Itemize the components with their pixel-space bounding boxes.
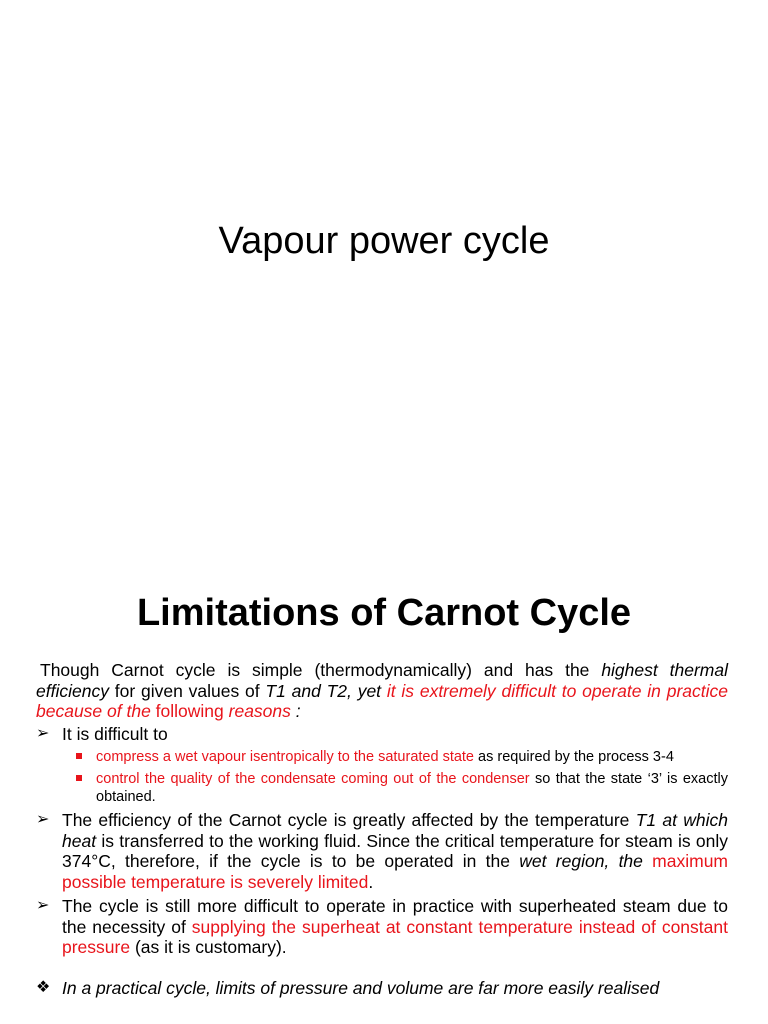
intro-italic: : (290, 701, 301, 721)
slide-limitations (0, 560, 768, 1024)
arrow-bullet-icon: ➢ (36, 811, 50, 828)
bullet-text: The efficiency of the Carnot cycle is greatly affected by the temperature (62, 810, 636, 830)
bullet-text: is transferred to the working fluid. Since the critical temperature for steam is only 374°C, therefore, if the cycle is to be operated in the (62, 830, 728, 871)
sub-bullet-control (36, 770, 728, 806)
arrow-bullet-icon: ➢ (36, 897, 50, 914)
square-bullet-icon (76, 775, 82, 781)
slide-content (36, 660, 728, 998)
bullet-red: supplying the superheat at constant temperature instead of constant pressure (62, 916, 728, 957)
bullet-text: . (368, 871, 374, 892)
sub-bullet-compress (36, 748, 728, 766)
intro-italic: highest thermal efficiency (36, 660, 728, 701)
bullet-text: It is difficult to (62, 723, 168, 744)
square-bullet-icon (76, 753, 82, 759)
intro-paragraph (36, 660, 728, 722)
slide-heading: Limitations of Carnot Cycle (136, 592, 632, 634)
bullet-italic: In a practical cycle, limits of pressure and volume are far more easily realised (62, 977, 660, 998)
intro-italic: T1 and T2, yet (265, 680, 387, 701)
bullet-superheat (36, 896, 728, 958)
diamond-bullet-icon: ❖ (36, 978, 51, 996)
slide-title: Vapour power cycle (218, 220, 550, 262)
bullet-difficult (36, 724, 728, 745)
intro-text: for given values of (108, 680, 266, 701)
bullet-red: limited (312, 871, 369, 892)
sub-bullet-text: as required by the process 3-4 (474, 749, 674, 765)
intro-red-italic: reasons (228, 701, 291, 721)
intro-text: Though Carnot cycle is simple (thermodynamically) and has the (40, 660, 602, 680)
sub-bullet-red: compress a wet vapour isentropically to the saturated state (96, 749, 474, 765)
intro-red-italic: it is extremely difficult to operate in practice because of the (36, 680, 728, 721)
bullet-efficiency (36, 810, 728, 892)
bullet-red: maximum possible temperature is severely (62, 851, 729, 892)
intro-red: following (150, 701, 229, 721)
bullet-italic: wet region, the (519, 851, 653, 871)
bullet-practical-cycle (36, 978, 728, 999)
arrow-bullet-icon: ➢ (36, 724, 50, 742)
sub-bullet-text: so that the state ‘3’ is exactly obtained. (96, 771, 728, 805)
bullet-text: The cycle is still more difficult to operate in practice with superheated steam due to the necessity of (62, 896, 728, 937)
bullet-italic: T1 at which heat (62, 810, 728, 851)
sub-bullet-red: control the quality of the condensate coming out of the condenser (96, 771, 530, 787)
bullet-text: (as it is customary). (130, 937, 287, 957)
